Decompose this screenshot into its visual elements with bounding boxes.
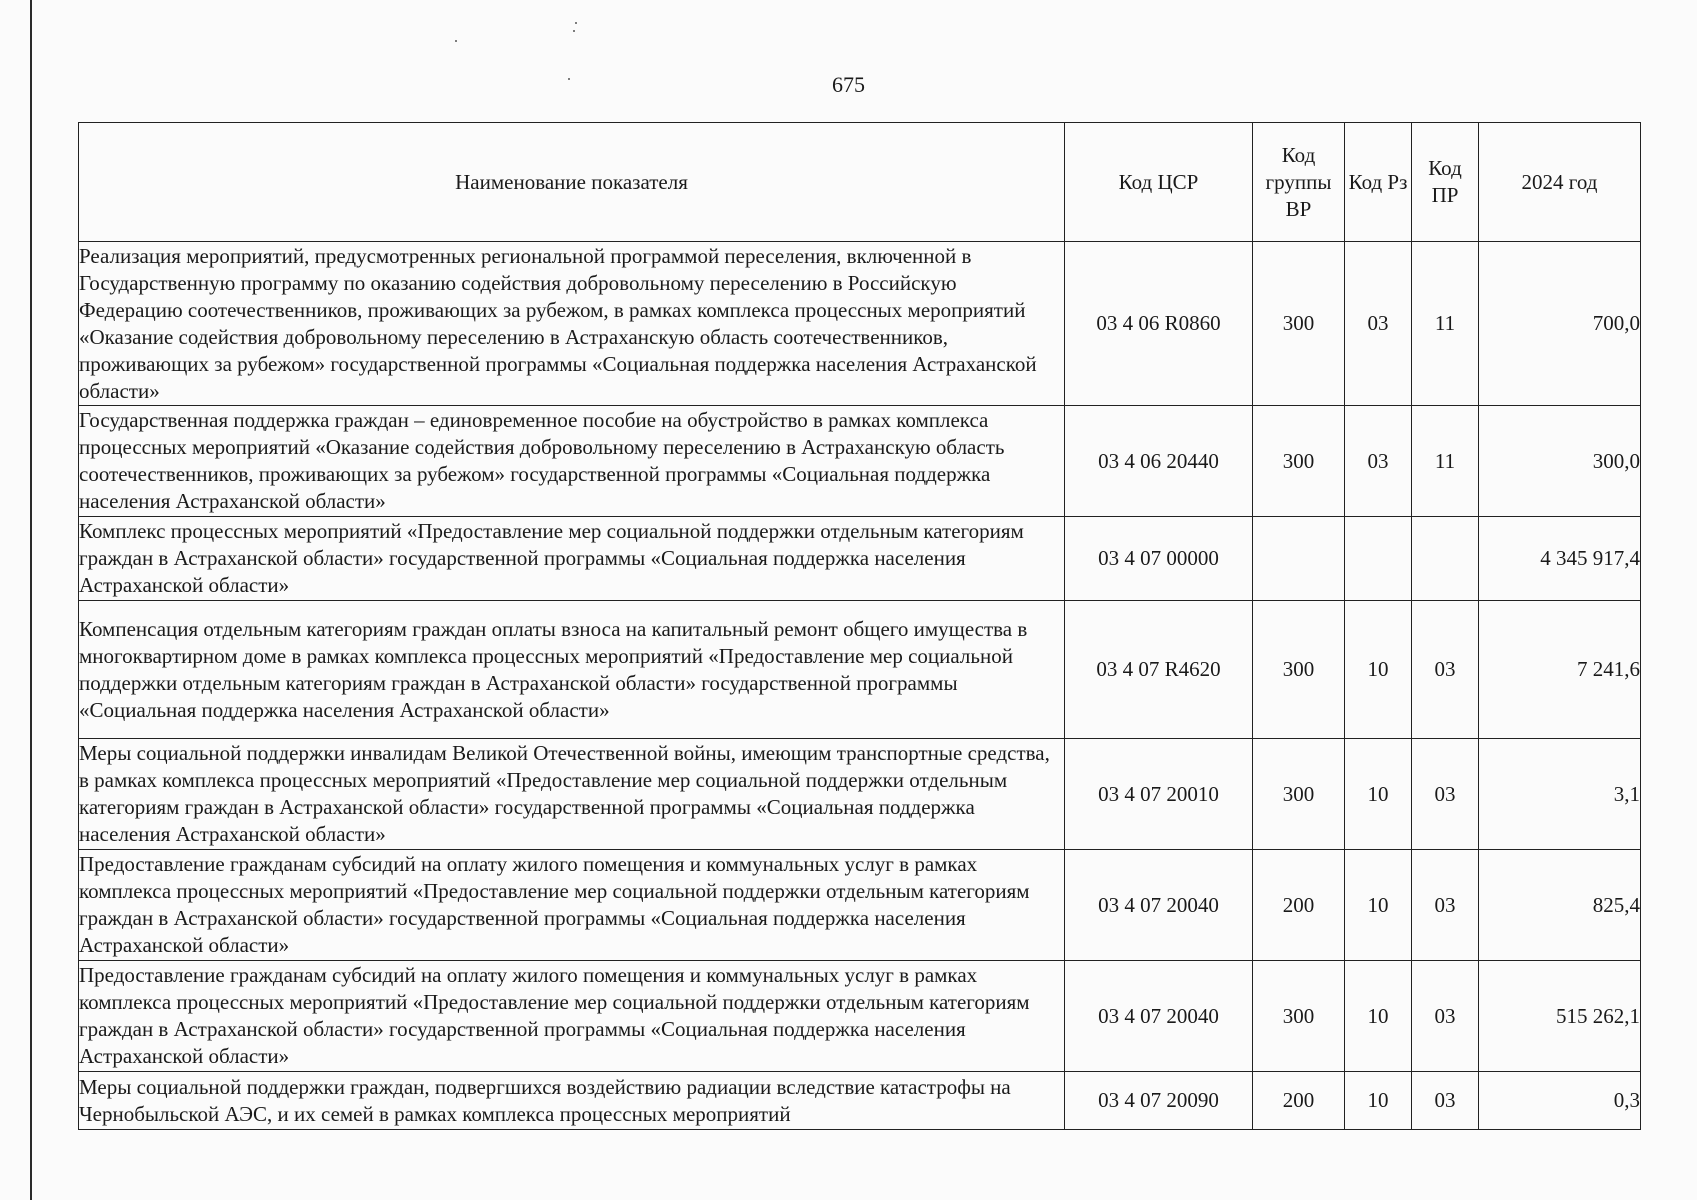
cell-year: 300,0 bbox=[1479, 406, 1641, 517]
scan-speck bbox=[575, 22, 577, 24]
header-year: 2024 год bbox=[1479, 123, 1641, 242]
cell-name: Предоставление гражданам субсидий на оплату жилого помещения и коммунальных услуг в рамках комплекса процессных мероприятий «Предоставление мер социальной поддержки отдельным категориям граждан в Астраханской области» государственной программы «Социальная поддержка населения Астраханской области» bbox=[79, 961, 1065, 1072]
cell-csr: 03 4 07 20040 bbox=[1065, 850, 1253, 961]
header-name: Наименование показателя bbox=[79, 123, 1065, 242]
cell-pr: 11 bbox=[1412, 242, 1479, 406]
table-row bbox=[79, 242, 1641, 406]
cell-rz: 03 bbox=[1345, 406, 1412, 517]
cell-name: Государственная поддержка граждан – единовременное пособие на обустройство в рамках комплекса процессных мероприятий «Оказание содействия добровольному переселению в Астраханскую область соотечественников, проживающих за рубежом» государственной программы «Социальная поддержка населения Астраханской области» bbox=[79, 406, 1065, 517]
cell-rz: 10 bbox=[1345, 961, 1412, 1072]
cell-csr: 03 4 07 00000 bbox=[1065, 517, 1253, 601]
cell-vr: 200 bbox=[1253, 850, 1345, 961]
table-row bbox=[79, 1072, 1641, 1130]
table-row bbox=[79, 517, 1641, 601]
table-header-row bbox=[79, 123, 1641, 242]
cell-name: Предоставление гражданам субсидий на оплату жилого помещения и коммунальных услуг в рамках комплекса процессных мероприятий «Предоставление мер социальной поддержки отдельным категориям граждан в Астраханской области» государственной программы «Социальная поддержка населения Астраханской области» bbox=[79, 850, 1065, 961]
header-pr: Код ПР bbox=[1412, 123, 1479, 242]
table-row bbox=[79, 961, 1641, 1072]
cell-pr: 11 bbox=[1412, 406, 1479, 517]
cell-pr: 03 bbox=[1412, 961, 1479, 1072]
header-rz: Код Рз bbox=[1345, 123, 1412, 242]
cell-vr: 300 bbox=[1253, 961, 1345, 1072]
cell-rz: 10 bbox=[1345, 739, 1412, 850]
cell-vr: 300 bbox=[1253, 406, 1345, 517]
cell-year: 515 262,1 bbox=[1479, 961, 1641, 1072]
budget-table bbox=[78, 122, 1641, 1130]
cell-csr: 03 4 07 20090 bbox=[1065, 1072, 1253, 1130]
page-number: 675 bbox=[832, 72, 865, 97]
table-row bbox=[79, 850, 1641, 961]
cell-vr: 300 bbox=[1253, 739, 1345, 850]
cell-pr: 03 bbox=[1412, 850, 1479, 961]
header-vr: Код группы ВР bbox=[1253, 123, 1345, 242]
cell-vr: 200 bbox=[1253, 1072, 1345, 1130]
cell-rz bbox=[1345, 517, 1412, 601]
cell-csr: 03 4 07 20040 bbox=[1065, 961, 1253, 1072]
cell-year: 4 345 917,4 bbox=[1479, 517, 1641, 601]
table-row bbox=[79, 601, 1641, 739]
header-csr: Код ЦСР bbox=[1065, 123, 1253, 242]
cell-name: Реализация мероприятий, предусмотренных региональной программой переселения, включенной в Государственную программу по оказанию содействия добровольному переселению в Российскую Федерацию соотечественников, проживающих за рубежом, в рамках комплекса процессных мероприятий «Оказание содействия добровольному переселению в Астраханскую область соотечественников, проживающих за рубежом» государственной программы «Социальная поддержка населения Астраханской области» bbox=[79, 242, 1065, 406]
cell-year: 0,3 bbox=[1479, 1072, 1641, 1130]
cell-vr bbox=[1253, 517, 1345, 601]
cell-pr: 03 bbox=[1412, 601, 1479, 739]
cell-pr: 03 bbox=[1412, 739, 1479, 850]
cell-csr: 03 4 07 R4620 bbox=[1065, 601, 1253, 739]
cell-year: 825,4 bbox=[1479, 850, 1641, 961]
cell-csr: 03 4 07 20010 bbox=[1065, 739, 1253, 850]
table-row bbox=[79, 406, 1641, 517]
cell-rz: 10 bbox=[1345, 850, 1412, 961]
cell-pr: 03 bbox=[1412, 1072, 1479, 1130]
cell-pr bbox=[1412, 517, 1479, 601]
cell-name: Комплекс процессных мероприятий «Предоставление мер социальной поддержки отдельным категориям граждан в Астраханской области» государственной программы «Социальная поддержка населения Астраханской области» bbox=[79, 517, 1065, 601]
cell-name: Компенсация отдельным категориям граждан оплаты взноса на капитальный ремонт общего имущества в многоквартирном доме в рамках комплекса процессных мероприятий «Предоставление мер социальной поддержки отдельным категориям граждан в Астраханской области» государственной программы «Социальная поддержка населения Астраханской области» bbox=[79, 601, 1065, 739]
cell-vr: 300 bbox=[1253, 601, 1345, 739]
cell-name: Меры социальной поддержки граждан, подвергшихся воздействию радиации вследствие катастрофы на Чернобыльской АЭС, и их семей в рамках комплекса процессных мероприятий bbox=[79, 1072, 1065, 1130]
table-row bbox=[79, 739, 1641, 850]
scan-speck bbox=[455, 40, 457, 42]
cell-csr: 03 4 06 R0860 bbox=[1065, 242, 1253, 406]
cell-year: 700,0 bbox=[1479, 242, 1641, 406]
scan-speck bbox=[573, 30, 575, 32]
cell-vr: 300 bbox=[1253, 242, 1345, 406]
cell-year: 7 241,6 bbox=[1479, 601, 1641, 739]
cell-rz: 10 bbox=[1345, 1072, 1412, 1130]
cell-rz: 03 bbox=[1345, 242, 1412, 406]
cell-csr: 03 4 06 20440 bbox=[1065, 406, 1253, 517]
cell-name: Меры социальной поддержки инвалидам Великой Отечественной войны, имеющим транспортные средства, в рамках комплекса процессных мероприятий «Предоставление мер социальной поддержки отдельным категориям граждан в Астраханской области» государственной программы «Социальная поддержка населения Астраханской области» bbox=[79, 739, 1065, 850]
binding-margin-line bbox=[30, 0, 32, 1200]
cell-rz: 10 bbox=[1345, 601, 1412, 739]
cell-year: 3,1 bbox=[1479, 739, 1641, 850]
